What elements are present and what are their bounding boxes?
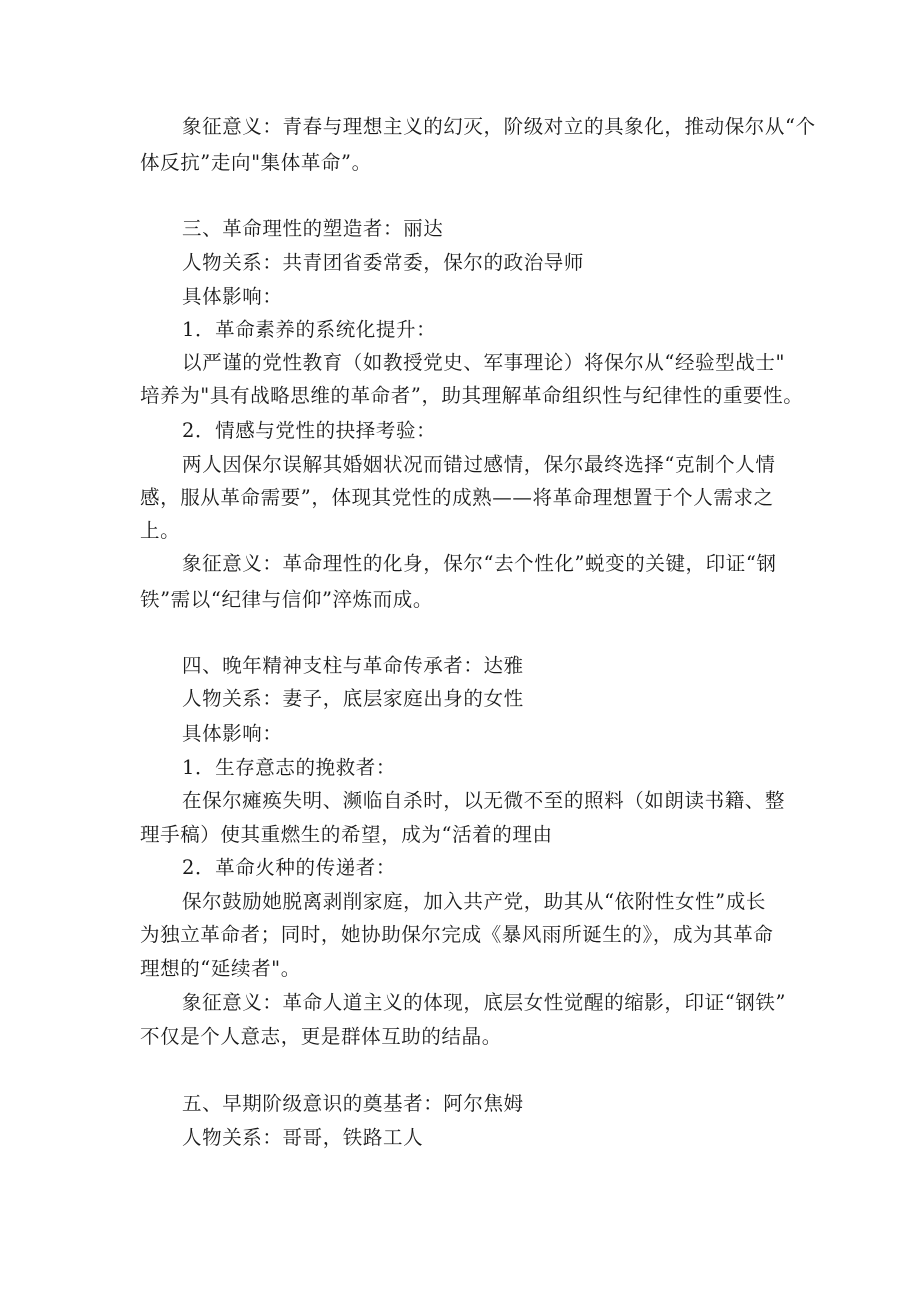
paragraph-line: 上。 — [140, 519, 181, 542]
paragraph-line: 象征意义：革命人道主义的体现，底层女性觉醒的缩影，印证“钢铁” — [182, 991, 787, 1014]
paragraph-line: 感，服从革命需要”，体现其党性的成熟——将革命理想置于个人需求之 — [140, 486, 774, 509]
paragraph-line: 培养为"具有战略思维的革命者”，助其理解革命组织性与纪律性的重要性。 — [140, 384, 804, 407]
paragraph-line: 保尔鼓励她脱离剥削家庭，加入共产党，助其从“依附性女性”成长 — [182, 890, 766, 913]
paragraph-line: 理想的“延续者"。 — [140, 957, 301, 980]
paragraph-line: 理手稿）使其重燃生的希望，成为“活着的理由 — [140, 823, 553, 846]
paragraph-line: 为独立革命者；同时，她协助保尔完成《暴风雨所诞生的》，成为其革命 — [140, 923, 774, 946]
paragraph-line: 人物关系：妻子，底层家庭出身的女性 — [182, 687, 524, 710]
section-heading: 三、革命理性的塑造者：丽达 — [182, 217, 444, 240]
section-heading: 四、晚年精神支柱与革命传承者：达雅 — [182, 654, 524, 677]
paragraph-line: 具体影响： — [182, 285, 283, 308]
section-heading: 五、早期阶级意识的奠基者：阿尔焦姆 — [182, 1092, 524, 1115]
paragraph-line: 人物关系：共青团省委常委，保尔的政治导师 — [182, 251, 585, 274]
paragraph-line: 不仅是个人意志，更是群体互助的结晶。 — [140, 1025, 502, 1048]
subheading: 2．情感与党性的抉择考验： — [182, 419, 437, 442]
paragraph-line: 象征意义：青春与理想主义的幻灭，阶级对立的具象化，推动保尔从“个 — [182, 115, 816, 138]
paragraph-line: 铁”需以“纪律与信仰”淬炼而成。 — [140, 588, 434, 611]
paragraph-line: 在保尔瘫痪失明、濒临自杀时，以无微不至的照料（如朗读书籍、整 — [182, 789, 786, 812]
paragraph-line: 体反抗”走向"集体革命”。 — [140, 151, 372, 174]
paragraph-line: 具体影响： — [182, 722, 283, 745]
paragraph-line: 人物关系：哥哥，铁路工人 — [182, 1126, 424, 1149]
paragraph-line: 以严谨的党性教育（如教授党史、军事理论）将保尔从“经验型战士" — [182, 351, 786, 374]
subheading: 1．生存意志的挽救者： — [182, 756, 397, 779]
paragraph-line: 两人因保尔误解其婚姻状况而错过感情，保尔最终选择“克制个人情 — [182, 453, 776, 476]
subheading: 2．革命火种的传递者： — [182, 856, 397, 879]
paragraph-line: 象征意义：革命理性的化身，保尔“去个性化”蜕变的关键，印证“钢 — [182, 552, 777, 575]
subheading: 1．革命素养的系统化提升： — [182, 318, 437, 341]
